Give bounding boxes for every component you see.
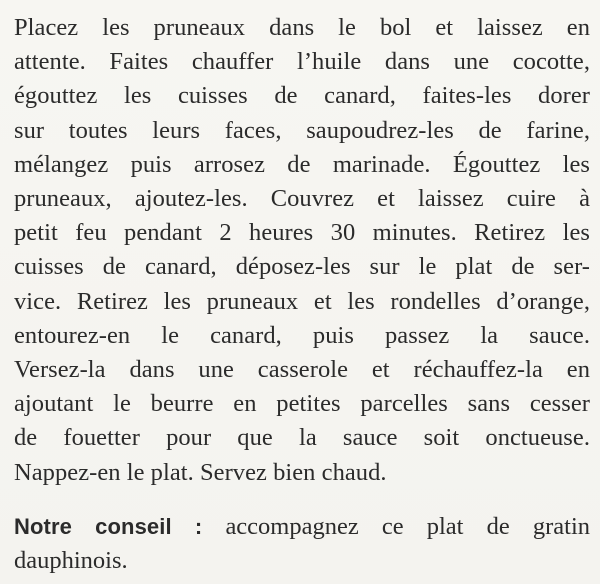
- instruction-line: Placez les pruneaux dans le bol et laissez en: [14, 14, 590, 41]
- instruction-line: Versez-la dans une casserole et réchauffez-la en: [14, 356, 590, 384]
- instruction-line: attente. Faites chauffer l’huile dans une cocotte,: [14, 48, 590, 76]
- instruction-line: mélangez puis arrosez de marinade. Égouttez les: [14, 150, 590, 178]
- tip-line-1: [14, 510, 590, 544]
- instruction-line: sur toutes leurs faces, saupoudrez-les de farine,: [14, 116, 590, 144]
- instruction-line: vice. Retirez les pruneaux et les rondelles d’orange,: [14, 287, 590, 315]
- instruction-line: ajoutant le beurre en petites parcelles sans cesser: [14, 390, 590, 418]
- instruction-line: pruneaux, ajoutez-les. Couvrez et laissez cuire à: [14, 185, 590, 213]
- tip-text: accompagnez ce plat de gratin: [225, 512, 590, 540]
- instruction-line: cuisses de canard, déposez-les sur le plat de ser-: [14, 253, 590, 281]
- tip-label: Notre conseil :: [14, 513, 203, 539]
- instruction-line: égouttez les cuisses de canard, faites-les dorer: [14, 82, 590, 110]
- instruction-line: de fouetter pour que la sauce soit onctueuse.: [14, 424, 590, 452]
- tip-line-2: dauphinois.: [14, 546, 128, 574]
- instruction-line: Nappez-en le plat. Servez bien chaud.: [14, 458, 387, 486]
- instruction-line: petit feu pendant 2 heures 30 minutes. Retirez les: [14, 219, 590, 247]
- recipe-instructions: [14, 11, 590, 490]
- recipe-tip: [14, 510, 590, 578]
- instruction-line: entourez-en le canard, puis passez la sauce.: [14, 321, 590, 349]
